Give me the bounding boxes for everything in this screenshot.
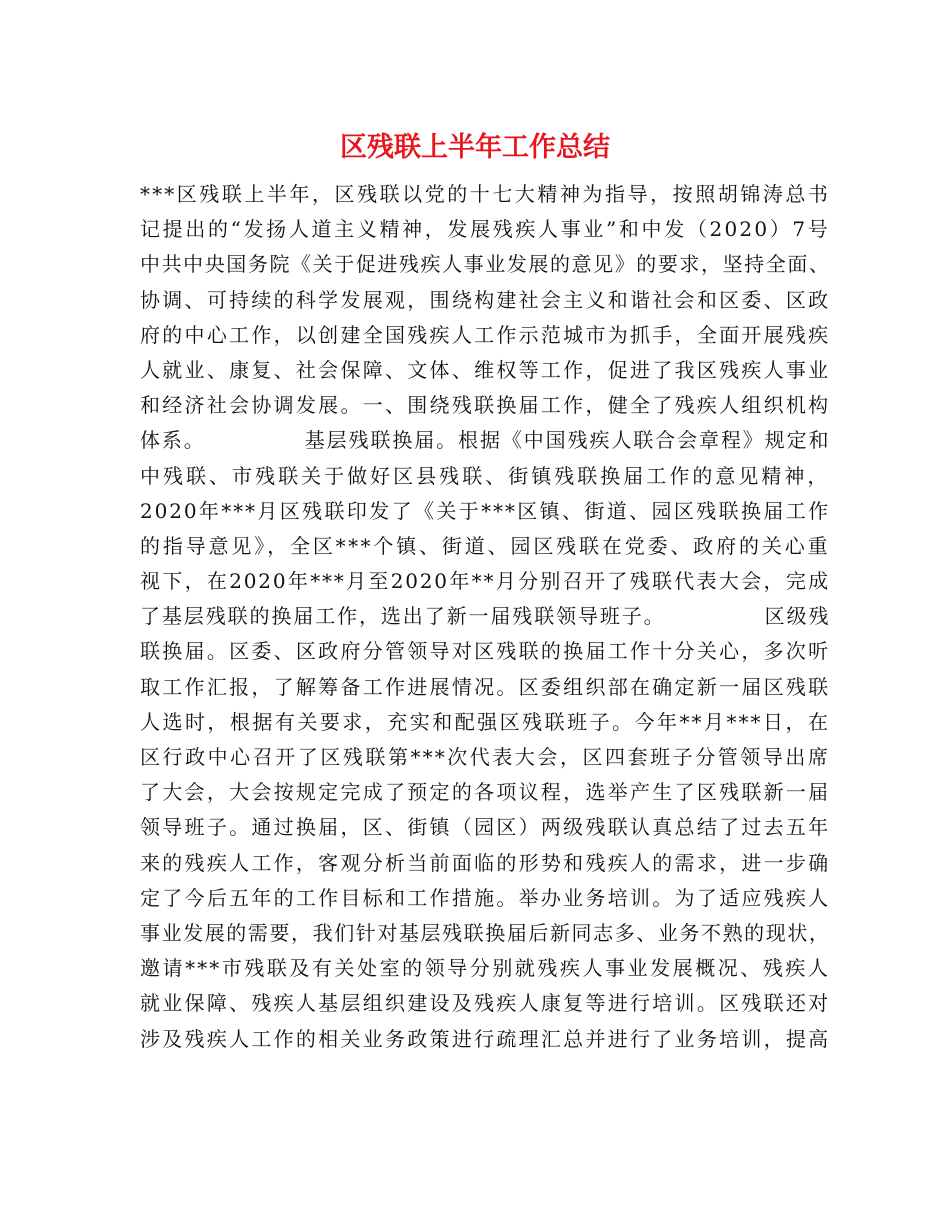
body-line: 的指导意见》，全区***个镇、街道、园区残联在党委、政府的关心重: [140, 533, 830, 558]
body-line: 府的中心工作，以创建全国残疾人工作示范城市为抓手，全面开展残疾: [140, 322, 830, 347]
document-title: 区残联上半年工作总结: [340, 132, 610, 163]
body-line: 视下，在2020年***月至2020年**月分别召开了残联代表大会，完成: [140, 569, 830, 594]
body-line: 联换届。区委、区政府分管领导对区残联的换届工作十分关心，多次听: [140, 639, 830, 664]
body-line: 中共中央国务院《关于促进残疾人事业发展的意见》的要求，坚持全面、: [140, 252, 830, 277]
body-line: 人就业、康复、社会保障、文体、维权等工作，促进了我区残疾人事业: [140, 357, 830, 382]
body-line: 领导班子。通过换届，区、街镇（园区）两级残联认真总结了过去五年: [140, 815, 830, 840]
body-line: 邀请***市残联及有关处室的领导分别就残疾人事业发展概况、残疾人: [140, 956, 830, 981]
body-line: 了大会，大会按规定完成了预定的各项议程，选举产生了区残联新一届: [140, 780, 830, 805]
body-line: 和经济社会协调发展。一、围绕残联换届工作，健全了残疾人组织机构: [140, 393, 830, 418]
body-line: 就业保障、残疾人基层组织建设及残疾人康复等进行培训。区残联还对: [140, 991, 830, 1016]
body-line: 中残联、市残联关于做好区县残联、街镇残联换届工作的意见精神，: [140, 463, 830, 488]
body-line: 取工作汇报，了解筹备工作进展情况。区委组织部在确定新一届区残联: [140, 674, 830, 699]
body-line: 涉及残疾人工作的相关业务政策进行疏理汇总并进行了业务培训，提高: [140, 1026, 830, 1051]
body-line: 区行政中心召开了区残联第***次代表大会，区四套班子分管领导出席: [140, 745, 830, 769]
body-line: 人选时，根据有关要求，充实和配强区残联班子。今年**月***日，在: [140, 709, 830, 734]
body-line: 了基层残联的换届工作，选出了新一届残联领导班子。 区级残: [140, 604, 830, 629]
body-line: ***区残联上半年，区残联以党的十七大精神为指导，按照胡锦涛总书: [140, 182, 830, 206]
body-line: 事业发展的需要，我们针对基层残联换届后新同志多、业务不熟的现状，: [140, 920, 830, 945]
body-line: 2020年***月区残联印发了《关于***区镇、街道、园区残联换届工作: [140, 498, 830, 523]
body-line: 定了今后五年的工作目标和工作措施。举办业务培训。为了适应残疾人: [140, 885, 830, 910]
body-line: 体系。 基层残联换届。根据《中国残疾人联合会章程》规定和: [140, 428, 830, 453]
body-line: 来的残疾人工作，客观分析当前面临的形势和残疾人的需求，进一步确: [140, 850, 830, 875]
body-line: 协调、可持续的科学发展观，围绕构建社会主义和谐社会和区委、区政: [140, 287, 830, 312]
document-body: [140, 177, 830, 1057]
body-line: 记提出的“发扬人道主义精神，发展残疾人事业”和中发（2020）7号: [140, 217, 830, 242]
